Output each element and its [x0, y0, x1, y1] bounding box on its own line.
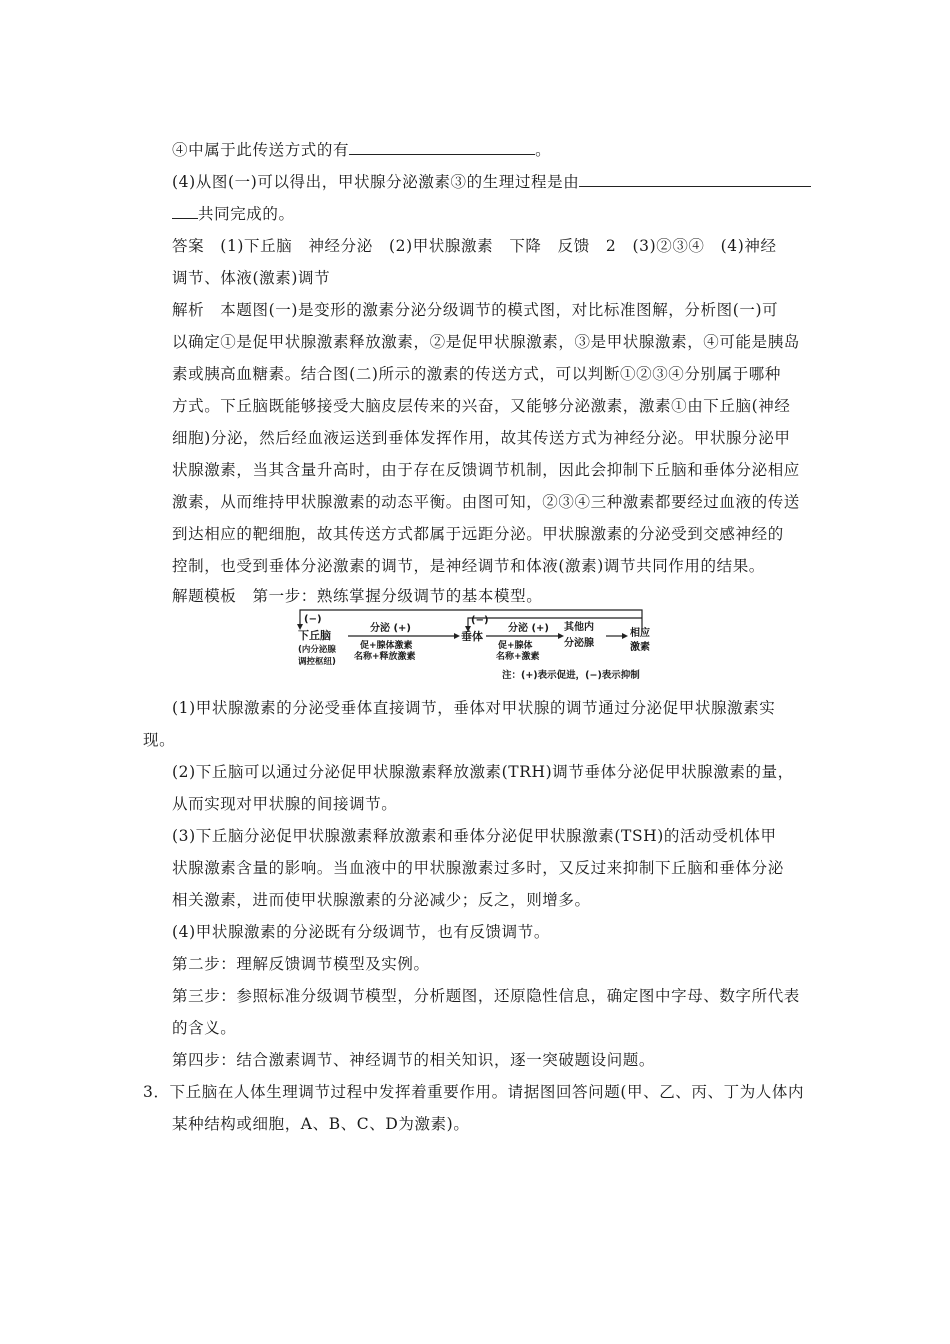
- answer-blank: [349, 140, 535, 155]
- pituitary-label: 垂体: [461, 630, 483, 643]
- template-heading: 解题模板 第一步：熟练掌握分级调节的基本模型。: [172, 587, 543, 605]
- feedback-line-inner: [468, 618, 642, 630]
- answer-blank: [172, 204, 198, 219]
- analysis-line: 激素，从而维持甲状腺激素的动态平衡。由图可知，②③④三种激素都要经过血液的传送: [172, 493, 800, 511]
- template-step-3: 第三步：参照标准分级调节模型，分析题图，还原隐性信息，确定图中字母、数字所代表: [172, 987, 800, 1005]
- hypothalamus-label: 下丘脑: [298, 629, 331, 642]
- analysis-line: 解析 本题图(一)是变形的激素分泌分级调节的模式图，对比标准图解，分析图(一)可: [172, 301, 779, 319]
- secrete-label-1: 分泌 (+): [370, 623, 412, 634]
- target-hormone-label-2: 激素: [630, 642, 650, 653]
- hierarchical-regulation-diagram: [296, 606, 676, 684]
- analysis-line: 控制，也受到垂体分泌激素的调节，是神经调节和体液(激素)调节共同作用的结果。: [172, 557, 765, 575]
- question-3-line: 3．下丘脑在人体生理调节过程中发挥着重要作用。请据图回答问题(甲、乙、丙、丁为人体内: [143, 1083, 805, 1101]
- analysis-line: 素或胰高血糖素。结合图(二)所示的激素的传送方式，可以判断①②③④分别属于哪种: [172, 365, 781, 383]
- template-point: (2)下丘脑可以通过分泌促甲状腺激素释放激素(TRH)调节垂体分泌促甲状腺激素的量，: [172, 763, 794, 781]
- arrow-3-head: [622, 633, 628, 639]
- question-3-line: 某种结构或细胞，A、B、C、D为激素)。: [172, 1115, 470, 1133]
- inhibit-label-2: (−): [471, 615, 489, 626]
- target-hormone-label-1: 相应: [630, 628, 650, 639]
- q-part3-text: ④中属于此传送方式的有: [172, 141, 350, 159]
- analysis-line: 状腺激素，当其含量升高时，由于存在反馈调节机制，因此会抑制下丘脑和垂体分泌相应: [172, 461, 800, 479]
- template-point: 现。: [143, 731, 176, 749]
- hormone-2-name-a: 促+腺体: [498, 641, 533, 651]
- template-point: 状腺激素含量的影响。当血液中的甲状腺激素过多时，又反过来抑制下丘脑和垂体分泌: [172, 859, 784, 877]
- diagram-note: 注：(+)表示促进，(−)表示抑制: [502, 670, 640, 681]
- hormone-2-name-b: 名称+激素: [496, 652, 540, 662]
- q-part4-text: (4)从图(一)可以得出，甲状腺分泌激素③的生理过程是由: [172, 173, 580, 191]
- template-step-3-cont: 的含义。: [172, 1019, 237, 1037]
- analysis-line: 细胞)分泌，然后经血液运送到垂体发挥作用，故其传送方式为神经分泌。甲状腺分泌甲: [172, 429, 791, 447]
- template-point: (4)甲状腺激素的分泌既有分级调节，也有反馈调节。: [172, 923, 550, 941]
- hypothalamus-note-2: 调控枢纽): [298, 657, 336, 667]
- arrow-1-head: [454, 633, 460, 639]
- template-point: 相关激素，进而使甲状腺激素的分泌减少；反之，则增多。: [172, 891, 591, 909]
- q-part4-cont: [172, 204, 295, 224]
- hormone-1-name-a: 促+腺体激素: [360, 641, 413, 651]
- inhibit-label-1: (−): [304, 614, 322, 625]
- q-part4: [172, 172, 811, 192]
- hypothalamus-note-1: (内分泌腺: [298, 645, 336, 655]
- analysis-line: 到达相应的靶细胞，故其传送方式都属于远距分泌。甲状腺激素的分泌受到交感神经的: [172, 525, 784, 543]
- answer-line: 答案 (1)下丘脑 神经分泌 (2)甲状腺激素 下降 反馈 2 (3)②③④ (4)神经: [172, 237, 777, 255]
- template-point: 从而实现对甲状腺的间接调节。: [172, 795, 398, 813]
- other-gland-label-1: 其他内: [564, 622, 594, 633]
- template-step-4: 第四步：结合激素调节、神经调节的相关知识，逐一突破题设问题。: [172, 1051, 656, 1069]
- q-part3-tail: [172, 140, 551, 160]
- other-gland-label-2: 分泌腺: [564, 638, 594, 649]
- template-point: (1)甲状腺激素的分泌受垂体直接调节，垂体对甲状腺的调节通过分泌促甲状腺激素实: [172, 699, 776, 717]
- q-part3-end: 。: [535, 141, 552, 159]
- answer-blank: [579, 172, 811, 187]
- answer-line: 调节、体液(激素)调节: [172, 269, 331, 287]
- template-step-2: 第二步：理解反馈调节模型及实例。: [172, 955, 430, 973]
- secrete-label-2: 分泌 (+): [508, 623, 550, 634]
- hormone-1-name-b: 名称+释放激素: [354, 652, 416, 662]
- template-point: (3)下丘脑分泌促甲状腺激素释放激素和垂体分泌促甲状腺激素(TSH)的活动受机体甲: [172, 827, 777, 845]
- analysis-line: 以确定①是促甲状腺激素释放激素，②是促甲状腺激素，③是甲状腺激素，④可能是胰岛: [172, 333, 800, 351]
- q-part4-cont-text: 共同完成的。: [198, 205, 295, 223]
- analysis-line: 方式。下丘脑既能够接受大脑皮层传来的兴奋，又能够分泌激素，激素①由下丘脑(神经: [172, 397, 791, 415]
